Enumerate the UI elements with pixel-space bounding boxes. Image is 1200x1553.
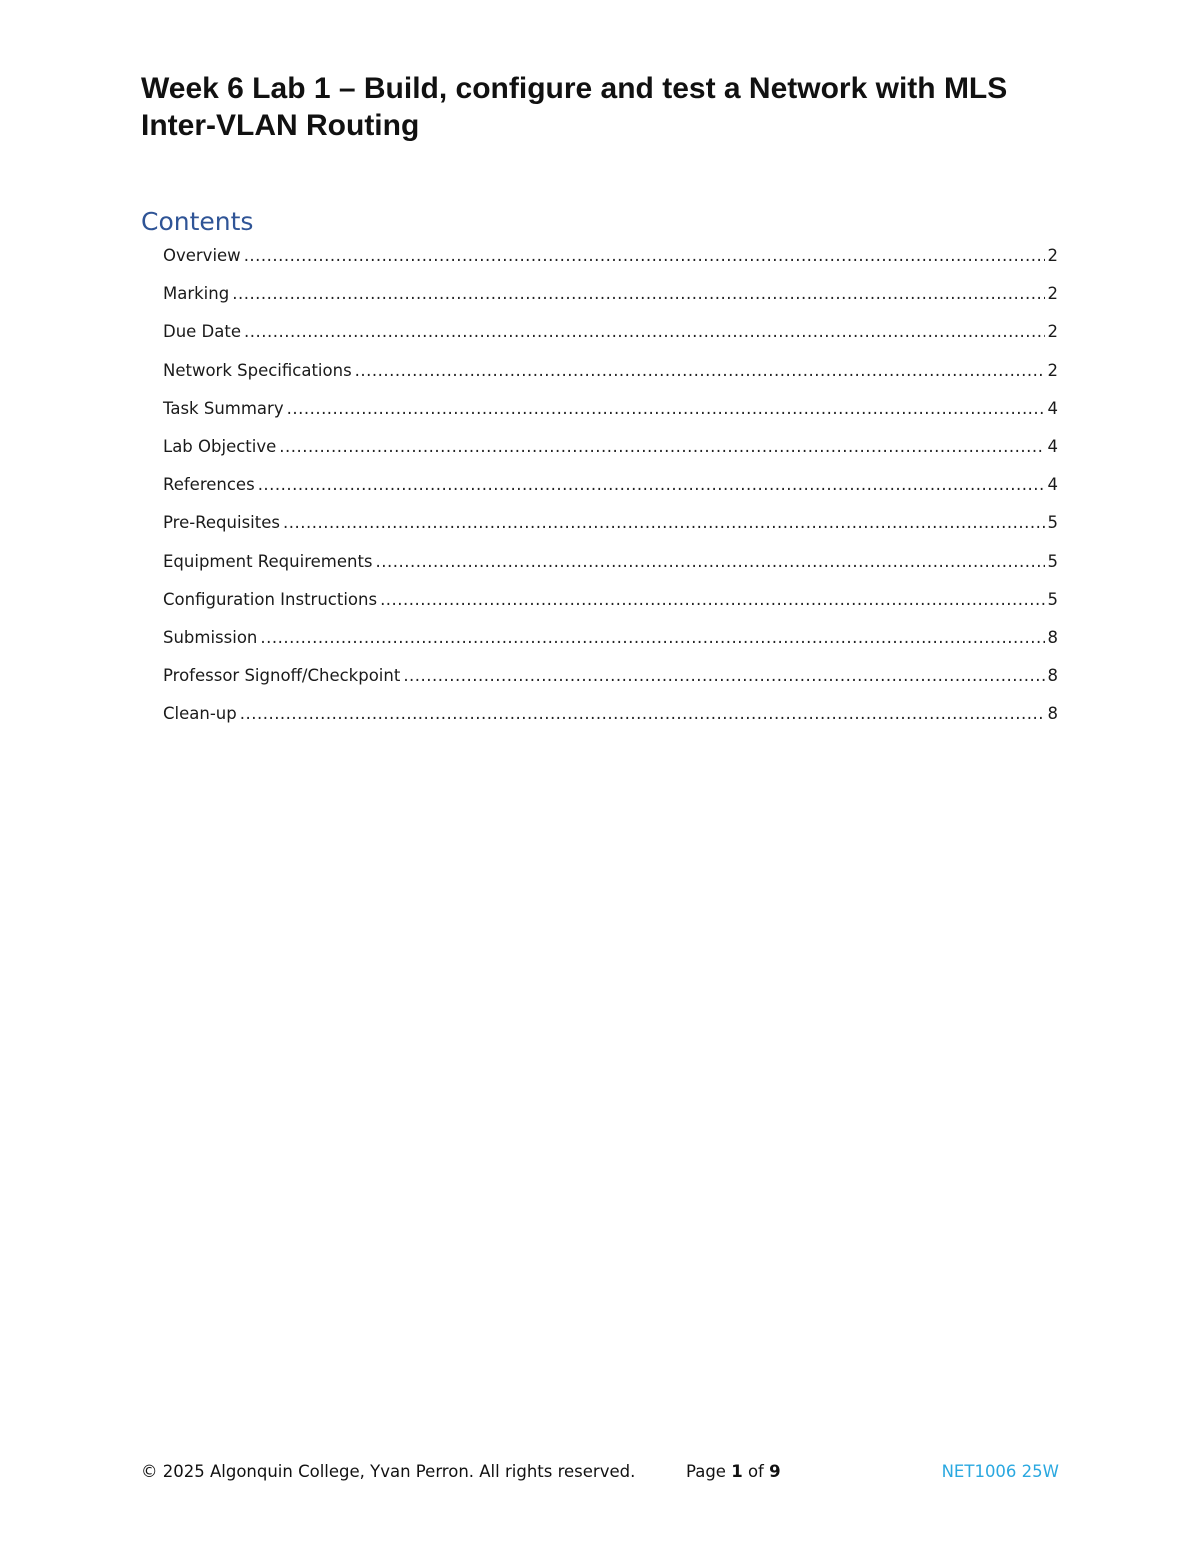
- toc-entry-label: Professor Signoff/Checkpoint: [163, 666, 401, 686]
- page-footer: [141, 1460, 1059, 1484]
- toc-entry-lab-objective[interactable]: [163, 437, 1058, 475]
- toc-entry-label: Clean-up: [163, 704, 237, 724]
- toc-dot-leader: [244, 246, 1045, 265]
- toc-dot-leader: [403, 666, 1044, 685]
- toc-entry-page: 2: [1047, 360, 1058, 380]
- toc-entry-label: Due Date: [163, 322, 241, 342]
- toc-entry-page: 5: [1047, 589, 1058, 609]
- toc-entry-network-specifications[interactable]: [163, 361, 1058, 399]
- toc-entry-label: Submission: [163, 627, 258, 647]
- toc-entry-equipment-requirements[interactable]: [163, 552, 1058, 590]
- toc-dot-leader: [380, 590, 1044, 609]
- toc-entry-page: 4: [1047, 436, 1058, 456]
- toc-entry-marking[interactable]: [163, 284, 1058, 322]
- toc-entry-page: 2: [1047, 322, 1058, 342]
- toc-entry-page: 8: [1047, 627, 1058, 647]
- toc-entry-overview[interactable]: [163, 246, 1058, 284]
- toc-entry-clean-up[interactable]: [163, 704, 1058, 742]
- toc-entry-label: Marking: [163, 284, 230, 304]
- toc-entry-submission[interactable]: [163, 628, 1058, 666]
- toc-entry-page: 8: [1047, 704, 1058, 724]
- toc-entry-pre-requisites[interactable]: [163, 513, 1058, 551]
- table-of-contents: [163, 246, 1058, 742]
- document-title: Week 6 Lab 1 – Build, configure and test a Network with MLS Inter-VLAN Routing: [141, 72, 1008, 142]
- toc-entry-configuration-instructions[interactable]: [163, 590, 1058, 628]
- footer-current-page: 1: [731, 1462, 743, 1481]
- toc-dot-leader: [232, 284, 1044, 303]
- toc-dot-leader: [287, 399, 1045, 418]
- footer-copyright: © 2025 Algonquin College, Yvan Perron. All rights reserved.: [141, 1462, 636, 1481]
- toc-entry-label: References: [163, 475, 255, 495]
- toc-entry-label: Network Specifications: [163, 360, 352, 380]
- toc-entry-label: Pre-Requisites: [163, 513, 280, 533]
- toc-entry-page: 4: [1047, 398, 1058, 418]
- toc-dot-leader: [355, 361, 1045, 380]
- toc-entry-professor-signoff[interactable]: [163, 666, 1058, 704]
- toc-dot-leader: [283, 513, 1045, 532]
- toc-entry-label: Overview: [163, 246, 241, 265]
- toc-dot-leader: [240, 704, 1045, 723]
- footer-page-prefix: Page: [686, 1462, 726, 1481]
- toc-entry-page: 2: [1047, 284, 1058, 304]
- toc-heading: Contents: [141, 207, 254, 236]
- toc-dot-leader: [244, 322, 1045, 341]
- toc-entry-label: Task Summary: [163, 398, 284, 418]
- toc-entry-references[interactable]: [163, 475, 1058, 513]
- toc-entry-label: Lab Objective: [163, 436, 277, 456]
- footer-total-pages: 9: [769, 1462, 781, 1481]
- toc-dot-leader: [279, 437, 1044, 456]
- toc-dot-leader: [258, 475, 1045, 494]
- footer-page-separator: of: [747, 1462, 764, 1481]
- toc-entry-page: 5: [1047, 551, 1058, 571]
- toc-entry-page: 4: [1047, 475, 1058, 495]
- toc-entry-page: 2: [1047, 246, 1058, 265]
- toc-entry-label: Equipment Requirements: [163, 551, 373, 571]
- footer-page-number: [686, 1460, 781, 1484]
- toc-entry-due-date[interactable]: [163, 322, 1058, 360]
- toc-entry-label: Configuration Instructions: [163, 589, 378, 609]
- toc-entry-page: 5: [1047, 513, 1058, 533]
- toc-dot-leader: [260, 628, 1044, 647]
- toc-dot-leader: [376, 552, 1045, 571]
- toc-entry-task-summary[interactable]: [163, 399, 1058, 437]
- footer-course-code: NET1006 25W: [941, 1462, 1059, 1481]
- toc-entry-page: 8: [1047, 666, 1058, 686]
